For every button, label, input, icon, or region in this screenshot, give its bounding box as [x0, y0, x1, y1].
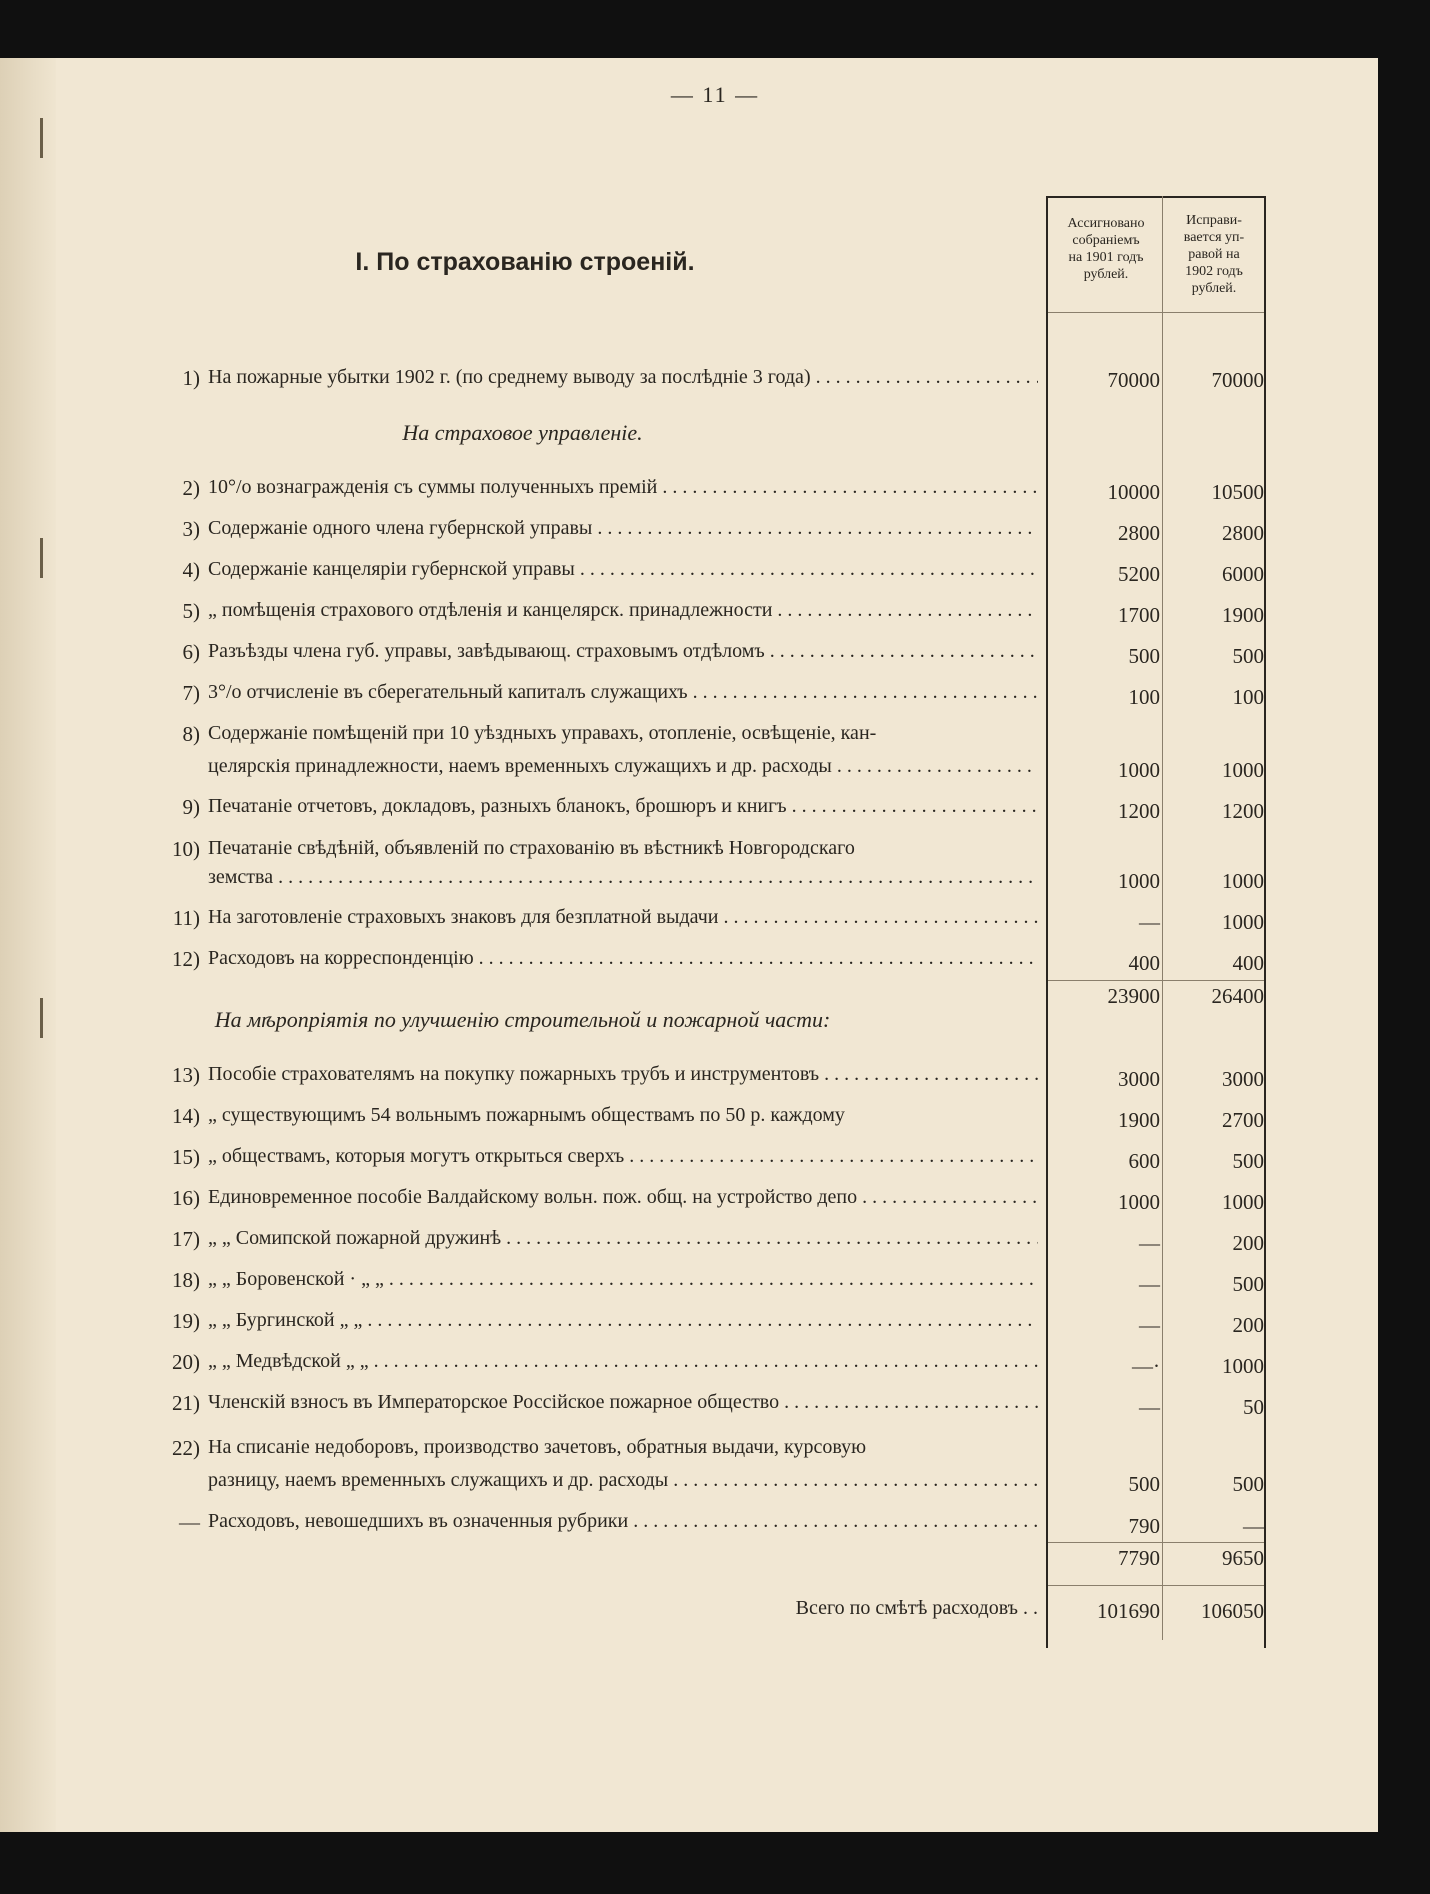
- column-rule-right: [1264, 196, 1266, 1648]
- value-1901: —·: [1132, 1354, 1160, 1378]
- row-number: 6): [182, 640, 200, 664]
- value-1902: 1200: [1222, 799, 1264, 823]
- value-1902: —: [1243, 1514, 1264, 1538]
- row-number: 22): [172, 1436, 200, 1460]
- row-text: „ „ Медвѣдской „ „ . . .: [208, 1350, 1038, 1373]
- row-text: Расходовъ на корреспонденцію . . .: [208, 947, 1038, 970]
- value-1901: 400: [1128, 951, 1160, 975]
- subtotal-rule: [1048, 980, 1264, 981]
- value-1901: 600: [1128, 1149, 1160, 1173]
- value-1901: 1000: [1118, 758, 1160, 782]
- subhead-management: На страховое управленіе.: [402, 420, 643, 445]
- subtotal-1901: 23900: [1107, 984, 1160, 1008]
- row-number: 18): [172, 1268, 200, 1292]
- value-1901: 2800: [1118, 521, 1160, 545]
- row-number: 5): [182, 599, 200, 623]
- row-text: Расходовъ, невошедшихъ въ означенныя рубрики . . .: [208, 1510, 1038, 1533]
- value-1902: 1000: [1222, 869, 1264, 893]
- value-1902: 6000: [1222, 562, 1264, 586]
- value-1901: 5200: [1118, 562, 1160, 586]
- value-1901: 500: [1128, 1472, 1160, 1496]
- total-rule: [1048, 1585, 1264, 1586]
- row-text: „ помѣщенія страхового отдѣленія и канцелярск. принадлежности . . .: [208, 599, 1038, 622]
- value-1902: 100: [1232, 685, 1264, 709]
- value-1901: 10000: [1107, 480, 1160, 504]
- value-1902: 200: [1232, 1231, 1264, 1255]
- value-1902: 400: [1232, 951, 1264, 975]
- row-text: Единовременное пособіе Валдайскому вольн. пож. общ. на устройство депо . . .: [208, 1186, 1038, 1209]
- value-1902: 2800: [1222, 521, 1264, 545]
- value-1902: 1900: [1222, 603, 1264, 627]
- value-1901: 100: [1128, 685, 1160, 709]
- row-text: Печатаніе отчетовъ, докладовъ, разныхъ бланокъ, брошюръ и книгъ . . .: [208, 795, 1038, 818]
- row-text: Разъѣзды члена губ. управы, завѣдывающ. страховымъ отдѣломъ . . .: [208, 640, 1038, 663]
- value-1902: 1000: [1222, 910, 1264, 934]
- subtotal-1901: 7790: [1118, 1546, 1160, 1570]
- subtotal-rule: [1048, 1542, 1264, 1543]
- grand-total-label: Всего по смѣтѣ расходовъ . .: [795, 1597, 1038, 1619]
- value-1901: 3000: [1118, 1067, 1160, 1091]
- subtotal-1902: 9650: [1222, 1546, 1264, 1570]
- value-1902: 3000: [1222, 1067, 1264, 1091]
- row-text-continued: земства . . .: [208, 866, 1038, 889]
- row-text: На заготовленіе страховыхъ знаковъ для безплатной выдачи . . .: [208, 906, 1038, 929]
- row-number: —: [179, 1510, 200, 1534]
- value-1902: 50: [1243, 1395, 1264, 1419]
- row-text: Членскій взносъ въ Императорское Россійское пожарное общество . . .: [208, 1391, 1038, 1414]
- value-1901: 1200: [1118, 799, 1160, 823]
- row-number: 4): [182, 558, 200, 582]
- value-1901: 70000: [1107, 368, 1160, 392]
- row-text: 3°/о отчисленіе въ сберегательный капиталъ служащихъ . . .: [208, 681, 1038, 704]
- row-text: Печатаніе свѣдѣній, объявленій по страхованію въ вѣстникѣ Новгородскаго: [208, 837, 855, 859]
- column-divider: [1162, 196, 1163, 1640]
- binding-gutter: [0, 58, 56, 1832]
- row-text: Содержаніе одного члена губернской управы . . .: [208, 517, 1038, 540]
- value-1902: 500: [1232, 644, 1264, 668]
- value-1902: 500: [1232, 1272, 1264, 1296]
- value-1901: 500: [1128, 644, 1160, 668]
- value-1901: 1700: [1118, 603, 1160, 627]
- row-number: 3): [182, 517, 200, 541]
- row-number: 16): [172, 1186, 200, 1210]
- value-1902: 70000: [1211, 368, 1264, 392]
- binding-thread: [40, 538, 43, 578]
- row-text: Пособіе страхователямъ на покупку пожарныхъ трубъ и инструментовъ . . .: [208, 1063, 1038, 1086]
- row-number: 19): [172, 1309, 200, 1333]
- row-text-continued: целярскія принадлежности, наемъ временныхъ служащихъ и др. расходы . . .: [208, 755, 1038, 778]
- value-1901: 1000: [1118, 1190, 1160, 1214]
- row-number: 11): [172, 906, 200, 930]
- row-number: 12): [172, 947, 200, 971]
- grand-total-1902: 106050: [1201, 1599, 1264, 1623]
- value-1901: —: [1139, 1313, 1160, 1337]
- row-number: 2): [182, 476, 200, 500]
- row-number: 7): [182, 681, 200, 705]
- row-number: 10): [172, 837, 200, 861]
- binding-thread: [40, 118, 43, 158]
- value-1901: —: [1139, 1395, 1160, 1419]
- value-1902: 500: [1232, 1472, 1264, 1496]
- value-1902: 1000: [1222, 1354, 1264, 1378]
- column-header-1901: Ассигновано собраніемъ на 1901 годъ рублей.: [1067, 216, 1145, 282]
- row-number: 13): [172, 1063, 200, 1087]
- row-text: „ „ Сомипской пожарной дружинѣ . . .: [208, 1227, 1038, 1250]
- row-text: „ „ Боровенской · „ „ . . .: [208, 1268, 1038, 1291]
- subtotal-1902: 26400: [1211, 984, 1264, 1008]
- row-text: Содержаніе помѣщеній при 10 уѣздныхъ управахъ, отопленіе, освѣщеніе, кан-: [208, 722, 877, 744]
- row-number: 20): [172, 1350, 200, 1374]
- value-1901: 1900: [1118, 1108, 1160, 1132]
- row-text: „ „ Бургинской „ „ . . .: [208, 1309, 1038, 1332]
- row-text: На пожарные убытки 1902 г. (по среднему выводу за послѣдніе 3 года) . . .: [208, 366, 1038, 389]
- row-number: 17): [172, 1227, 200, 1251]
- value-1901: 790: [1128, 1514, 1160, 1538]
- value-1901: 1000: [1118, 869, 1160, 893]
- grand-total-1901: 101690: [1097, 1599, 1160, 1623]
- row-number: 1): [182, 366, 200, 390]
- row-text: 10°/о вознагражденія съ суммы полученныхъ премій . . .: [208, 476, 1038, 499]
- value-1901: —: [1139, 1272, 1160, 1296]
- value-1902: 200: [1232, 1313, 1264, 1337]
- subhead-measures: На мѣропріятія по улучшенію строительной и пожарной части:: [214, 1007, 831, 1032]
- value-1902: 1000: [1222, 1190, 1264, 1214]
- value-1902: 2700: [1222, 1108, 1264, 1132]
- value-1902: 500: [1232, 1149, 1264, 1173]
- section-title: I. По страхованію строеній.: [355, 248, 695, 276]
- value-1901: —: [1139, 1231, 1160, 1255]
- column-header-1902: Исправи- вается уп- равой на 1902 годъ рублей.: [1183, 213, 1245, 296]
- value-1901: —: [1139, 910, 1160, 934]
- row-number: 9): [182, 795, 200, 819]
- row-text: Содержаніе канцеляріи губернской управы . . .: [208, 558, 1038, 581]
- value-1902: 1000: [1222, 758, 1264, 782]
- row-number: 8): [182, 722, 200, 746]
- row-number: 15): [172, 1145, 200, 1169]
- row-number: 21): [172, 1391, 200, 1415]
- row-text: „ существующимъ 54 вольнымъ пожарнымъ обществамъ по 50 р. каждому: [208, 1104, 845, 1126]
- value-1902: 10500: [1211, 480, 1264, 504]
- row-text: На списаніе недоборовъ, производство зачетовъ, обратныя выдачи, курсовую: [208, 1436, 867, 1458]
- column-rule-left: [1046, 196, 1048, 1648]
- row-text: „ обществамъ, которыя могутъ открыться сверхъ . . .: [208, 1145, 1038, 1168]
- header-top-rule: [1046, 196, 1266, 198]
- header-bottom-rule: [1048, 312, 1264, 313]
- page-number: — 11 —: [670, 82, 760, 107]
- row-number: 14): [172, 1104, 200, 1128]
- row-text-continued: разницу, наемъ временныхъ служащихъ и др. расходы . . .: [208, 1469, 1038, 1492]
